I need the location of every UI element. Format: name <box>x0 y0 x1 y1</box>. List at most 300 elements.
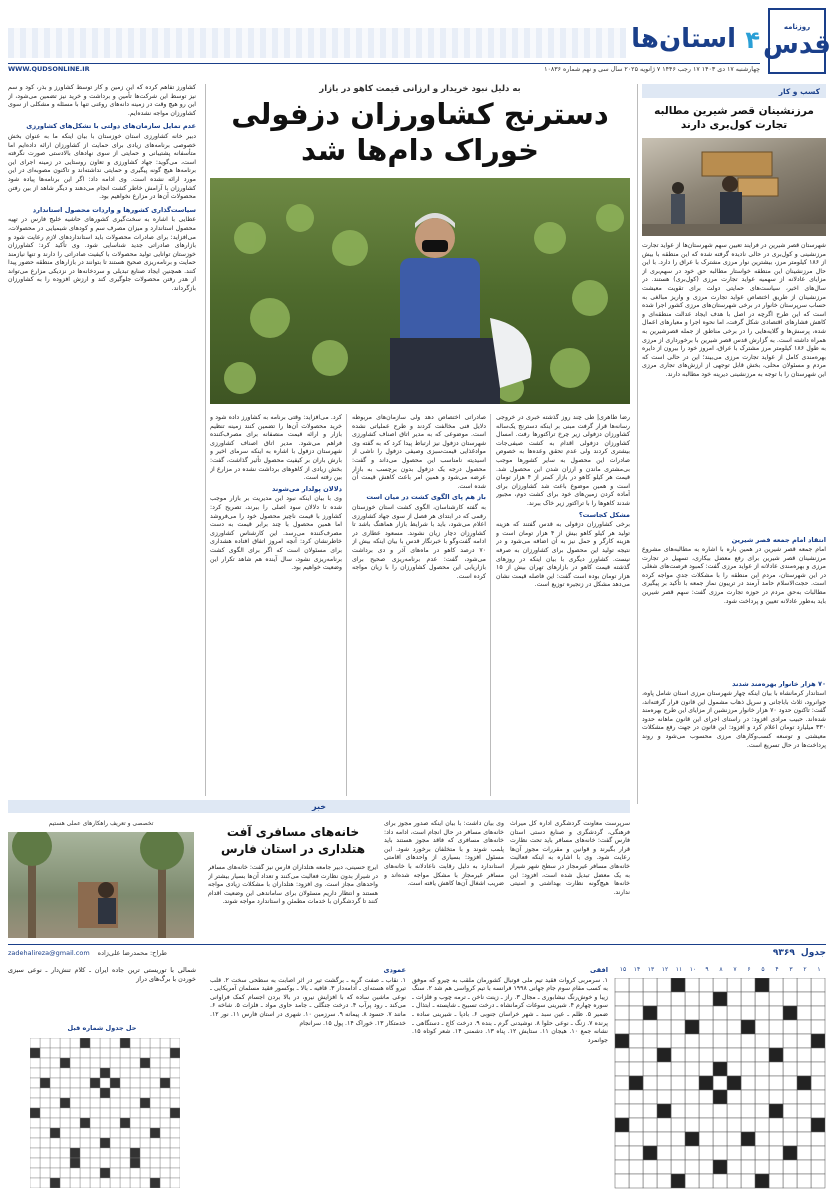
grid-cells[interactable] <box>614 978 826 1192</box>
grid-cell[interactable] <box>755 1118 769 1132</box>
grid-cell[interactable] <box>741 1034 755 1048</box>
solution-cell <box>140 1128 150 1138</box>
grid-column-numbers <box>614 966 826 978</box>
grid-cell[interactable] <box>741 1076 755 1090</box>
grid-cell <box>811 1034 825 1048</box>
grid-cell[interactable] <box>643 1104 657 1118</box>
grid-cell[interactable] <box>615 1146 629 1160</box>
grid-cell[interactable] <box>811 1048 825 1062</box>
puzzle-label: جدول <box>800 948 826 958</box>
solution-cell <box>70 1158 80 1168</box>
puzzle-email[interactable]: zadehalireza@gmail.com <box>8 949 90 957</box>
grid-cell[interactable] <box>783 1118 797 1132</box>
solution-cell <box>90 1158 100 1168</box>
solution-cell <box>50 1118 60 1128</box>
grid-cell[interactable] <box>769 1090 783 1104</box>
grid-cell[interactable] <box>643 992 657 1006</box>
solution-cell <box>80 1068 90 1078</box>
grid-cell[interactable] <box>713 1118 727 1132</box>
grid-cell[interactable] <box>657 1146 671 1160</box>
solution-cell <box>30 1078 40 1088</box>
grid-cell[interactable] <box>769 1160 783 1174</box>
grid-cell[interactable] <box>811 1076 825 1090</box>
solution-cell <box>80 1168 90 1178</box>
grid-cell[interactable] <box>671 1006 685 1020</box>
grid-cell[interactable] <box>629 1160 643 1174</box>
grid-cell[interactable] <box>769 1132 783 1146</box>
grid-cell[interactable] <box>755 1160 769 1174</box>
grid-cell[interactable] <box>727 1090 741 1104</box>
grid-cell[interactable] <box>615 1104 629 1118</box>
grid-cell[interactable] <box>629 1090 643 1104</box>
grid-cell[interactable] <box>755 1062 769 1076</box>
solution-cell <box>120 1128 130 1138</box>
grid-cell[interactable] <box>727 1146 741 1160</box>
grid-cell[interactable] <box>685 1118 699 1132</box>
solution-cell <box>130 1108 140 1118</box>
lead-story <box>210 84 630 796</box>
news-col-c-text: ایرج حسینی، دبیر جامعه هتلداران فارس نیز گفت: خانه‌های مسافر در شیراز بدون نظارت فعالیت می‌کنند و تعداد آن‌ها بسیار بیشتر از واحدهای مجاز است. وی افزود: هتلداران با مشکلات زیادی مواجه هستند و انتظار داریم مسئولان برای ساماندهی این وضعیت اقدام کنند تا گردشگران با خدمات مطمئن و استاندارد مواجه شوند. <box>208 864 378 906</box>
grid-cell[interactable] <box>797 1034 811 1048</box>
grid-cell[interactable] <box>811 1146 825 1160</box>
solution-cell <box>30 1068 40 1078</box>
grid-cell[interactable] <box>699 1104 713 1118</box>
grid-cell[interactable] <box>671 1104 685 1118</box>
solution-cell <box>120 1068 130 1078</box>
grid-cell[interactable] <box>629 1104 643 1118</box>
grid-cell[interactable] <box>769 992 783 1006</box>
grid-cell[interactable] <box>769 978 783 992</box>
solution-cell <box>50 1098 60 1108</box>
grid-cell[interactable] <box>797 1048 811 1062</box>
grid-cell[interactable] <box>797 1062 811 1076</box>
grid-cell[interactable] <box>699 1118 713 1132</box>
grid-cell[interactable] <box>615 978 629 992</box>
grid-cell[interactable] <box>755 1076 769 1090</box>
grid-cell[interactable] <box>727 992 741 1006</box>
grid-cell[interactable] <box>615 1062 629 1076</box>
solution-cell <box>60 1128 70 1138</box>
page-number: ۴ <box>745 26 760 54</box>
solution-cell <box>160 1048 170 1058</box>
grid-cell[interactable] <box>615 1160 629 1174</box>
grid-cell[interactable] <box>769 1020 783 1034</box>
solution-cell <box>40 1168 50 1178</box>
grid-column-number: ۱۳ <box>647 966 655 973</box>
section-title: استان‌ها <box>631 24 736 54</box>
grid-cell[interactable] <box>671 1090 685 1104</box>
grid-cell[interactable] <box>643 1160 657 1174</box>
grid-cell[interactable] <box>615 1020 629 1034</box>
solution-cell <box>120 1048 130 1058</box>
grid-cell[interactable] <box>699 1034 713 1048</box>
grid-cell <box>741 1132 755 1146</box>
grid-cell[interactable] <box>643 1118 657 1132</box>
grid-cell[interactable] <box>657 1090 671 1104</box>
solution-cell <box>170 1118 180 1128</box>
grid-cell[interactable] <box>671 1118 685 1132</box>
grid-cell[interactable] <box>685 1104 699 1118</box>
grid-cell[interactable] <box>783 1104 797 1118</box>
grid-cell[interactable] <box>741 1048 755 1062</box>
solution-cell <box>110 1138 120 1148</box>
grid-cell[interactable] <box>769 1006 783 1020</box>
grid-cell[interactable] <box>755 1132 769 1146</box>
grid-cell[interactable] <box>643 1048 657 1062</box>
grid-cell[interactable] <box>629 1132 643 1146</box>
grid-cell[interactable] <box>699 1062 713 1076</box>
grid-cell[interactable] <box>699 1048 713 1062</box>
solution-cell <box>130 1088 140 1098</box>
solution-cell <box>120 1118 130 1128</box>
grid-cell[interactable] <box>797 1020 811 1034</box>
grid-cell[interactable] <box>783 992 797 1006</box>
grid-cell[interactable] <box>657 1020 671 1034</box>
grid-cell[interactable] <box>713 1104 727 1118</box>
grid-cell <box>811 1118 825 1132</box>
grid-cell[interactable] <box>643 1076 657 1090</box>
grid-cell[interactable] <box>741 1118 755 1132</box>
grid-cell[interactable] <box>699 1174 713 1188</box>
grid-cell[interactable] <box>685 1048 699 1062</box>
grid-cell[interactable] <box>811 1062 825 1076</box>
grid-cell[interactable] <box>657 1132 671 1146</box>
grid-cell[interactable] <box>741 1160 755 1174</box>
grid-cell[interactable] <box>643 1020 657 1034</box>
solution-cell <box>30 1038 40 1048</box>
grid-cell[interactable] <box>699 1020 713 1034</box>
grid-cell <box>713 992 727 1006</box>
puzzle-number: ۹۳۶۹ <box>772 948 795 958</box>
horizontal-clues <box>412 966 608 1192</box>
grid-cell[interactable] <box>769 1174 783 1188</box>
grid-cell[interactable] <box>685 1160 699 1174</box>
farmer-illustration <box>210 178 630 404</box>
grid-cell[interactable] <box>671 1076 685 1090</box>
solution-cell <box>60 1138 70 1148</box>
grid-cell[interactable] <box>671 1132 685 1146</box>
grid-cell[interactable] <box>741 1090 755 1104</box>
left-col-intro: کشاورز تفاهم کرده که این زمین و کار توسط کشاورز و بذر، کود و سم نیز توسط این شرکت‌ها تأمین و برداشت و خرید نیز تضمین می‌شود، از این رو هیچ وقت در زمینه دانه‌های روغنی تنها با مسئله و مشکلی از سوی کشاورزان مواجه نشده‌ایم. <box>8 84 196 117</box>
grid-cell[interactable] <box>615 1090 629 1104</box>
solution-cell <box>140 1058 150 1068</box>
grid-cell[interactable] <box>713 978 727 992</box>
solution-cell <box>140 1148 150 1158</box>
grid-cell[interactable] <box>699 1006 713 1020</box>
grid-cell[interactable] <box>671 992 685 1006</box>
solution-cell <box>40 1158 50 1168</box>
grid-cell[interactable] <box>699 1132 713 1146</box>
solution-cell <box>110 1128 120 1138</box>
grid-cell[interactable] <box>769 1062 783 1076</box>
grid-cell[interactable] <box>671 1160 685 1174</box>
solution-cell <box>130 1038 140 1048</box>
solution-cell <box>30 1048 40 1058</box>
grid-cell[interactable] <box>671 1062 685 1076</box>
grid-cell[interactable] <box>783 1160 797 1174</box>
sidebar-body <box>642 242 826 532</box>
solution-cell <box>150 1148 160 1158</box>
solution-cell <box>50 1108 60 1118</box>
grid-cell[interactable] <box>657 1076 671 1090</box>
solution-cell <box>160 1138 170 1148</box>
lead-divider-2 <box>346 414 347 796</box>
solution-cell <box>90 1038 100 1048</box>
grid-cell[interactable] <box>811 1090 825 1104</box>
website-link[interactable]: WWW.QUDSONLINE.IR <box>8 65 90 73</box>
masthead-stripe <box>8 28 626 58</box>
grid-cell[interactable] <box>797 992 811 1006</box>
grid-cell[interactable] <box>741 978 755 992</box>
grid-cell[interactable] <box>713 1132 727 1146</box>
grid-cell[interactable] <box>741 992 755 1006</box>
grid-cell[interactable] <box>685 1146 699 1160</box>
grid-cell[interactable] <box>811 1174 825 1188</box>
grid-cell[interactable] <box>727 1132 741 1146</box>
grid-cell[interactable] <box>657 1118 671 1132</box>
grid-cell[interactable] <box>671 1048 685 1062</box>
solution-cell <box>160 1118 170 1128</box>
solution-cell <box>30 1058 40 1068</box>
solution-cell <box>130 1168 140 1178</box>
solution-cell <box>120 1088 130 1098</box>
grid-cell[interactable] <box>713 1174 727 1188</box>
solution-label: حل جدول شماره قبل <box>67 1024 137 1032</box>
grid-cell[interactable] <box>699 1146 713 1160</box>
grid-cell[interactable] <box>783 1090 797 1104</box>
grid-cell[interactable] <box>755 992 769 1006</box>
grid-cell[interactable] <box>741 1146 755 1160</box>
grid-cell[interactable] <box>783 1034 797 1048</box>
grid-cell[interactable] <box>727 1118 741 1132</box>
lead-col-2 <box>352 414 486 796</box>
grid-cell[interactable] <box>629 1146 643 1160</box>
grid-cell[interactable] <box>629 1006 643 1020</box>
solution-cell <box>90 1128 100 1138</box>
grid-cell[interactable] <box>643 1034 657 1048</box>
grid-cell[interactable] <box>797 1118 811 1132</box>
solution-cell <box>150 1168 160 1178</box>
solution-cell <box>90 1118 100 1128</box>
grid-cell[interactable] <box>769 1118 783 1132</box>
grid-cell <box>783 1146 797 1160</box>
grid-cell[interactable] <box>755 1006 769 1020</box>
grid-cell[interactable] <box>727 1174 741 1188</box>
grid-cell[interactable] <box>685 1076 699 1090</box>
grid-cell[interactable] <box>629 1062 643 1076</box>
grid-cell[interactable] <box>755 1104 769 1118</box>
grid-cell[interactable] <box>783 1174 797 1188</box>
solution-cell <box>130 1148 140 1158</box>
grid-cell[interactable] <box>615 1174 629 1188</box>
grid-cell[interactable] <box>811 978 825 992</box>
grid-cell[interactable] <box>671 1146 685 1160</box>
grid-cell[interactable] <box>783 1076 797 1090</box>
grid-cell[interactable] <box>769 1146 783 1160</box>
grid-cell[interactable] <box>657 1006 671 1020</box>
grid-cell[interactable] <box>699 1160 713 1174</box>
masthead <box>8 8 831 74</box>
grid-cell[interactable] <box>657 992 671 1006</box>
grid-cell[interactable] <box>727 1160 741 1174</box>
grid-cell[interactable] <box>811 1132 825 1146</box>
solution-cell <box>40 1098 50 1108</box>
grid-cell[interactable] <box>699 992 713 1006</box>
news-photo-caption: تخصصی و تعریف راهکارهای عملی هستیم <box>48 820 154 827</box>
grid-cell[interactable] <box>671 1034 685 1048</box>
solution-cell <box>140 1178 150 1188</box>
grid-cell[interactable] <box>615 992 629 1006</box>
grid-cell[interactable] <box>615 1132 629 1146</box>
solution-cell <box>140 1068 150 1078</box>
grid-cell[interactable] <box>797 1160 811 1174</box>
grid-cell[interactable] <box>643 978 657 992</box>
grid-cell[interactable] <box>629 1034 643 1048</box>
grid-cell[interactable] <box>713 1034 727 1048</box>
grid-cell[interactable] <box>699 1090 713 1104</box>
grid-cell[interactable] <box>811 1020 825 1034</box>
grid-cell[interactable] <box>755 1146 769 1160</box>
grid-cell[interactable] <box>657 1062 671 1076</box>
grid-cell[interactable] <box>755 1020 769 1034</box>
grid-cell[interactable] <box>629 978 643 992</box>
solution-cell <box>80 1078 90 1088</box>
lead-headline-1: دسترنج کشاورزان دزفولی <box>231 97 609 131</box>
grid-cell[interactable] <box>685 978 699 992</box>
grid-cell[interactable] <box>755 1048 769 1062</box>
solution-cell <box>60 1078 70 1088</box>
solution-cell <box>170 1158 180 1168</box>
grid-cell[interactable] <box>797 1090 811 1104</box>
grid-cell[interactable] <box>727 978 741 992</box>
grid-cell[interactable] <box>713 1006 727 1020</box>
solution-cell <box>110 1168 120 1178</box>
solution-cell <box>40 1058 50 1068</box>
grid-cell[interactable] <box>685 1006 699 1020</box>
grid-cell[interactable] <box>727 1048 741 1062</box>
grid-cell[interactable] <box>657 1160 671 1174</box>
grid-cell[interactable] <box>783 1048 797 1062</box>
grid-cell[interactable] <box>783 1132 797 1146</box>
grid-cell[interactable] <box>783 978 797 992</box>
solution-cell <box>60 1098 70 1108</box>
grid-cell[interactable] <box>629 1174 643 1188</box>
grid-cell[interactable] <box>769 1076 783 1090</box>
crossword-grid[interactable] <box>614 966 826 1192</box>
grid-cell[interactable] <box>741 1174 755 1188</box>
grid-cell[interactable] <box>727 1104 741 1118</box>
solution-cell <box>110 1068 120 1078</box>
solution-cell <box>140 1088 150 1098</box>
grid-cell[interactable] <box>811 1160 825 1174</box>
grid-cell[interactable] <box>685 1090 699 1104</box>
solution-cell <box>130 1128 140 1138</box>
grid-cell[interactable] <box>629 1020 643 1034</box>
sidebar-divider <box>637 84 638 804</box>
grid-cell[interactable] <box>797 1146 811 1160</box>
grid-cell[interactable] <box>797 1174 811 1188</box>
grid-cell[interactable] <box>685 1062 699 1076</box>
grid-cell[interactable] <box>629 1118 643 1132</box>
grid-cell[interactable] <box>699 978 713 992</box>
solution-cell <box>60 1168 70 1178</box>
grid-cell[interactable] <box>615 1048 629 1062</box>
grid-cell[interactable] <box>811 992 825 1006</box>
logo-sub: روزنامه <box>783 23 811 31</box>
solution-cell <box>80 1098 90 1108</box>
grid-cell[interactable] <box>643 1062 657 1076</box>
grid-cell[interactable] <box>671 1020 685 1034</box>
grid-cell[interactable] <box>657 1034 671 1048</box>
solution-cell <box>50 1068 60 1078</box>
lead-col-1-text: رضا طاهری| طی چند روز گذشته خبری در خروجی رسانه‌ها قرار گرفت مبنی بر اینکه دسترنج یک‌ساله کشاورزان دزفولی زیر چرخ تراکتورها رفت. امسال کشاورزان دزفولی اقدام به کشت صیفی‌جات بیشتری کردند ولی عدم تحقق وعده‌ها به خصوص صادرات این محصول به سایر کشورها موجب بی‌مشتری ماندن و ارزان شدن این محصول شد. قیمت هر کیلو کاهو در بازار کمتر از ۴ هزار تومان است و همین موضوع باعث شد کشاورزان برای آماده کردن زمین‌های خود برای کشت دوم، مجبور شدند کاهوها را با تراکتور زیر خاک ببرند. <box>496 414 630 507</box>
solution-cell <box>100 1078 110 1088</box>
left-col-body-1: دبیر خانه کشاورزی استان خوزستان با بیان اینکه ما به عنوان بخش خصوصی برنامه‌های زیادی برای حمایت از کشاورزان ارائه داده‌ایم اما متأسفانه پشتیبانی و حمایتی از سوی نهادهای بالادستی صورت نگرفته است، می‌گوید: جهاد کشاورزی و تعاون روستایی در زمینه اجرای این برنامه‌ها هیچ گونه پیگیری و حمایتی نداشته‌اند و تاکنون مصوبه‌ای در این مورد ارائه نشده است. وی ادامه داد: اگر این برنامه‌ها پیاده شود کشاورزان با آرامش خاطر کشت انجام می‌دهند و دیگر شاهد از بین رفتن محصولات آن‌ها در مزارع نخواهیم بود. <box>8 132 196 201</box>
news-col-a <box>510 820 630 938</box>
grid-cell[interactable] <box>685 1034 699 1048</box>
grid-cell[interactable] <box>657 978 671 992</box>
grid-cell[interactable] <box>685 1174 699 1188</box>
grid-cell[interactable] <box>797 1132 811 1146</box>
grid-cell[interactable] <box>797 978 811 992</box>
grid-cell <box>783 1006 797 1020</box>
grid-cell[interactable] <box>727 1062 741 1076</box>
grid-cell[interactable] <box>685 992 699 1006</box>
lead-col-3-subhead: دلالان پولدار می‌شوند <box>271 484 342 493</box>
grid-cell[interactable] <box>783 1062 797 1076</box>
solution-cell <box>50 1168 60 1178</box>
grid-cell[interactable] <box>783 1020 797 1034</box>
grid-cell[interactable] <box>741 1006 755 1020</box>
grid-cell[interactable] <box>769 1034 783 1048</box>
grid-cell[interactable] <box>643 1090 657 1104</box>
solution-cell <box>110 1178 120 1188</box>
grid-cell[interactable] <box>755 1090 769 1104</box>
grid-cell <box>615 1118 629 1132</box>
grid-cell[interactable] <box>657 1174 671 1188</box>
grid-cell[interactable] <box>797 1104 811 1118</box>
grid-cell[interactable] <box>713 1076 727 1090</box>
grid-cell[interactable] <box>727 1020 741 1034</box>
grid-cell[interactable] <box>615 1006 629 1020</box>
grid-cell[interactable] <box>727 1034 741 1048</box>
solution-cell <box>110 1118 120 1128</box>
grid-cell[interactable] <box>629 1048 643 1062</box>
grid-cell[interactable] <box>713 1020 727 1034</box>
grid-cell <box>629 1076 643 1090</box>
grid-cell[interactable] <box>643 1132 657 1146</box>
grid-cell[interactable] <box>811 1006 825 1020</box>
lead-headline-2: خوراک دام‌ها شد <box>301 133 539 167</box>
solution-cell <box>70 1138 80 1148</box>
grid-cell[interactable] <box>629 992 643 1006</box>
grid-cell[interactable] <box>811 1104 825 1118</box>
grid-cell[interactable] <box>727 1006 741 1020</box>
grid-cell[interactable] <box>755 1034 769 1048</box>
grid-cell <box>797 1076 811 1090</box>
grid-cell[interactable] <box>741 1062 755 1076</box>
solution-cell <box>140 1138 150 1148</box>
solution-cell <box>80 1158 90 1168</box>
solution-cell <box>150 1088 160 1098</box>
grid-cell[interactable] <box>741 1104 755 1118</box>
grid-cell[interactable] <box>797 1006 811 1020</box>
grid-cell[interactable] <box>643 1174 657 1188</box>
solution-cell <box>70 1068 80 1078</box>
grid-cell[interactable] <box>713 1048 727 1062</box>
grid-cell[interactable] <box>713 1146 727 1160</box>
grid-cell[interactable] <box>615 1076 629 1090</box>
